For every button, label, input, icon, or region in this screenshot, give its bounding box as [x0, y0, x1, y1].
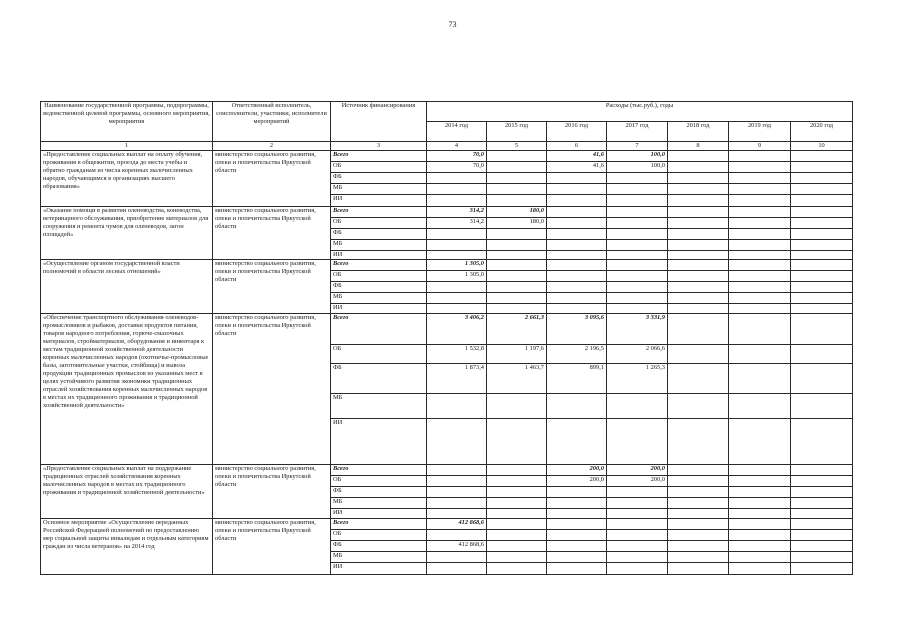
expense-value: [607, 541, 668, 552]
funding-source: ФБ: [331, 541, 427, 552]
expense-value: 2 661,3: [487, 314, 547, 345]
expense-value: [729, 419, 791, 465]
header-expenses: Расходы (тыс.руб.), годы: [427, 102, 853, 122]
expense-value: [547, 282, 607, 293]
expense-value: [547, 260, 607, 271]
expense-value: [547, 271, 607, 282]
expense-value: [607, 498, 668, 509]
expense-value: [487, 184, 547, 195]
expense-value: 899,1: [547, 364, 607, 394]
column-number: 2: [213, 142, 331, 151]
expense-value: [427, 282, 487, 293]
expense-value: [547, 509, 607, 519]
program-name: «Осуществление органом государственной власти полномочий в области лесных отношений»: [41, 260, 213, 314]
header-year: 2019 год: [729, 122, 791, 142]
expense-value: [791, 162, 853, 173]
expense-value: [729, 151, 791, 162]
expense-value: [729, 530, 791, 541]
expense-value: [487, 293, 547, 304]
expense-value: [668, 207, 729, 218]
expense-value: [668, 476, 729, 487]
expense-value: [729, 260, 791, 271]
executor-name: министерство социального развития, опеки и попечительства Иркутской области: [213, 519, 331, 575]
program-name: Основное мероприятие «Осуществление переданных Российской Федерацией полномочий по предоставлению мер социальной защиты инвалидам и отдельным категориям граждан из числа ветеранов» на 2014 год: [41, 519, 213, 575]
expense-value: [427, 195, 487, 207]
expense-value: [487, 173, 547, 184]
header-year: 2018 год: [668, 122, 729, 142]
expense-value: [729, 251, 791, 260]
expense-value: [607, 218, 668, 229]
expense-value: 2 066,6: [607, 345, 668, 364]
expense-value: [668, 394, 729, 419]
expense-value: [427, 173, 487, 184]
expense-value: [668, 282, 729, 293]
funding-source: Всего: [331, 151, 427, 162]
funding-source: Всего: [331, 519, 427, 530]
expense-value: [668, 509, 729, 519]
expense-value: [668, 184, 729, 195]
expense-value: [729, 195, 791, 207]
expense-value: [487, 240, 547, 251]
expense-value: [729, 563, 791, 575]
expense-value: [427, 476, 487, 487]
expense-value: [791, 364, 853, 394]
expense-value: [547, 251, 607, 260]
expense-value: [729, 229, 791, 240]
funding-source: ИИ: [331, 509, 427, 519]
expense-value: [791, 251, 853, 260]
expense-value: [607, 229, 668, 240]
expense-value: [607, 530, 668, 541]
table-row: [41, 314, 853, 345]
expense-value: [668, 563, 729, 575]
expense-value: [791, 260, 853, 271]
program-name: «Предоставление социальных выплат на оплату обучения, проживания в общежитии, проезда до места учебы и обратно гражданам из числа коренных малочисленных народов, обучающимся в организациях высшего образования»: [41, 151, 213, 207]
header-year: 2020 год: [791, 122, 853, 142]
expense-value: [547, 240, 607, 251]
expense-value: [791, 552, 853, 563]
expense-value: [427, 498, 487, 509]
expense-value: 70,0: [427, 162, 487, 173]
expense-value: [791, 240, 853, 251]
expense-value: [607, 240, 668, 251]
expense-value: [547, 293, 607, 304]
funding-source: МБ: [331, 394, 427, 419]
column-number: 9: [729, 142, 791, 151]
expense-value: [547, 218, 607, 229]
expense-value: [547, 541, 607, 552]
expense-value: [427, 293, 487, 304]
expense-value: [668, 345, 729, 364]
expense-value: [547, 530, 607, 541]
expense-value: [547, 229, 607, 240]
expense-value: [668, 530, 729, 541]
expense-value: [547, 552, 607, 563]
expense-value: [607, 282, 668, 293]
executor-name: министерство социального развития, опеки и попечительства Иркутской области: [213, 314, 331, 465]
expense-value: [791, 207, 853, 218]
expense-value: [791, 282, 853, 293]
funding-source: МБ: [331, 184, 427, 195]
expense-value: [668, 260, 729, 271]
executor-name: министерство социального развития, опеки и попечительства Иркутской области: [213, 260, 331, 314]
funding-source: ОБ: [331, 345, 427, 364]
expense-value: [427, 394, 487, 419]
header-year: 2014 год: [427, 122, 487, 142]
column-number: 6: [547, 142, 607, 151]
expense-value: [791, 314, 853, 345]
column-number: 1: [41, 142, 213, 151]
expense-value: 3 095,6: [547, 314, 607, 345]
expense-value: [668, 304, 729, 314]
expense-value: 314,2: [427, 218, 487, 229]
expense-value: [729, 476, 791, 487]
expense-value: [729, 487, 791, 498]
table-row: [41, 260, 853, 271]
expense-value: [791, 304, 853, 314]
expense-value: [607, 304, 668, 314]
expense-value: [487, 162, 547, 173]
expense-value: [487, 229, 547, 240]
header-source: Источник финансирования: [331, 102, 427, 142]
column-number: 4: [427, 142, 487, 151]
expense-value: [607, 394, 668, 419]
expense-value: 1 265,3: [607, 364, 668, 394]
expense-value: [607, 207, 668, 218]
expense-value: [487, 498, 547, 509]
expense-value: [487, 487, 547, 498]
expense-value: 180,0: [487, 207, 547, 218]
executor-name: министерство социального развития, опеки и попечительства Иркутской области: [213, 465, 331, 519]
funding-source: ИИ: [331, 251, 427, 260]
expense-value: [791, 419, 853, 465]
expense-value: [791, 293, 853, 304]
expense-value: [487, 476, 547, 487]
expense-value: [791, 519, 853, 530]
expense-value: 1 463,7: [487, 364, 547, 394]
expense-value: [487, 282, 547, 293]
expense-value: [547, 563, 607, 575]
expense-value: 100,0: [607, 151, 668, 162]
expense-value: 200,0: [547, 465, 607, 476]
expense-value: [547, 304, 607, 314]
expense-value: [547, 487, 607, 498]
funding-source: ОБ: [331, 218, 427, 229]
expense-value: [729, 552, 791, 563]
header-year: 2015 год: [487, 122, 547, 142]
table-row: [41, 151, 853, 162]
expense-value: [729, 293, 791, 304]
expense-value: [791, 151, 853, 162]
expense-value: [547, 394, 607, 419]
expense-value: [729, 304, 791, 314]
expense-value: 200,0: [607, 465, 668, 476]
expense-value: 70,0: [427, 151, 487, 162]
expense-value: 2 196,5: [547, 345, 607, 364]
expense-value: [427, 465, 487, 476]
expense-value: [791, 530, 853, 541]
expense-value: 3 406,2: [427, 314, 487, 345]
expense-value: [668, 229, 729, 240]
expense-value: [729, 271, 791, 282]
expense-value: [729, 173, 791, 184]
table-row: [41, 465, 853, 476]
expense-value: 180,0: [487, 218, 547, 229]
expense-value: 1 305,0: [427, 260, 487, 271]
expense-value: [729, 207, 791, 218]
page-number: 73: [448, 20, 457, 29]
expense-value: 412 868,6: [427, 541, 487, 552]
expense-value: [607, 552, 668, 563]
expense-value: [791, 184, 853, 195]
expense-value: [547, 419, 607, 465]
expense-value: [668, 314, 729, 345]
expense-value: [607, 419, 668, 465]
expense-value: [487, 195, 547, 207]
expense-value: [791, 541, 853, 552]
expense-value: [729, 519, 791, 530]
expense-value: [607, 195, 668, 207]
funding-source: ОБ: [331, 476, 427, 487]
table-body: [41, 102, 853, 575]
expense-value: [487, 394, 547, 419]
expense-value: 100,0: [607, 162, 668, 173]
table-row: [41, 207, 853, 218]
expense-value: [729, 282, 791, 293]
expense-value: [607, 519, 668, 530]
expense-value: [547, 184, 607, 195]
expense-value: [547, 195, 607, 207]
expense-value: [487, 465, 547, 476]
header-year: 2016 год: [547, 122, 607, 142]
expense-value: [668, 293, 729, 304]
expense-value: [487, 419, 547, 465]
expense-value: [547, 498, 607, 509]
funding-source: ОБ: [331, 162, 427, 173]
expense-value: [547, 519, 607, 530]
funding-source: МБ: [331, 240, 427, 251]
funding-source: Всего: [331, 207, 427, 218]
expense-value: [547, 173, 607, 184]
expense-value: [427, 304, 487, 314]
expense-value: [729, 314, 791, 345]
expense-value: [729, 345, 791, 364]
expense-value: 200,0: [607, 476, 668, 487]
header-executor: Ответственный исполнитель, соисполнители, участники, исполнители мероприятий: [213, 102, 331, 142]
expense-value: [791, 218, 853, 229]
expense-value: [487, 519, 547, 530]
expense-value: [427, 552, 487, 563]
expense-value: [607, 251, 668, 260]
funding-source: ОБ: [331, 530, 427, 541]
expense-value: [487, 304, 547, 314]
column-number: 3: [331, 142, 427, 151]
expense-value: [791, 229, 853, 240]
funding-source: ФБ: [331, 364, 427, 394]
header-year: 2017 год: [607, 122, 668, 142]
expense-value: [729, 541, 791, 552]
expense-value: [668, 364, 729, 394]
expense-value: [487, 530, 547, 541]
expense-value: [791, 345, 853, 364]
funding-source: Всего: [331, 260, 427, 271]
expense-value: [668, 552, 729, 563]
expense-value: [607, 173, 668, 184]
expense-value: [668, 218, 729, 229]
funding-source: ФБ: [331, 282, 427, 293]
expense-value: [729, 218, 791, 229]
expense-value: [791, 394, 853, 419]
expense-value: [668, 541, 729, 552]
expense-value: [427, 251, 487, 260]
expense-value: [607, 260, 668, 271]
expense-value: [427, 509, 487, 519]
expense-value: [791, 195, 853, 207]
expense-value: [607, 509, 668, 519]
funding-source: ИИ: [331, 563, 427, 575]
funding-source: ИИ: [331, 419, 427, 465]
expense-value: 1 873,4: [427, 364, 487, 394]
program-name: «Обеспечение транспортного обслуживания оленеводов-промысловиков и рыбаков, доставки продуктов питания, товаров народного потребления, горюче-смазочных материалов, стройматериалов, оборудования и инвентаря к местам традиционной хозяйственной деятельности коренных малочисленных народов (охотничье-промысловые базы, заготовительные участки, стойбища) и вывоза продукции традиционных промыслов из указанных мест в целях устойчивого развития экономики традиционных отраслей хозяйствования коренных малочисленных народов в местах их традиционного проживания и традиционной хозяйственной деятельности»: [41, 314, 213, 465]
funding-source: Всего: [331, 465, 427, 476]
funding-source: ИИ: [331, 304, 427, 314]
expense-value: [668, 419, 729, 465]
expense-value: [427, 563, 487, 575]
expense-value: [607, 487, 668, 498]
expense-value: [487, 271, 547, 282]
column-number: 8: [668, 142, 729, 151]
funding-source: ОБ: [331, 271, 427, 282]
program-name: «Оказание помощи в развитии оленеводства, коневодства, ветеринарного обслуживания, приобретение материалов для сооружения и ремонта чумов для оленеводов, загон площадей»: [41, 207, 213, 260]
program-name: «Предоставление социальных выплат на поддержание традиционных отраслей хозяйствования коренных малочисленных народов в местах их традиционного проживания и традиционной хозяйственной деятельности»: [41, 465, 213, 519]
expense-value: [607, 271, 668, 282]
expense-value: [487, 552, 547, 563]
executor-name: министерство социального развития, опеки и попечительства Иркутской области: [213, 151, 331, 207]
expense-value: [487, 251, 547, 260]
expense-value: [607, 563, 668, 575]
expense-value: [668, 240, 729, 251]
funding-source: МБ: [331, 498, 427, 509]
expense-value: 41,6: [547, 151, 607, 162]
expense-value: [668, 487, 729, 498]
expense-value: [427, 229, 487, 240]
expense-value: [668, 195, 729, 207]
expense-value: [729, 509, 791, 519]
expense-value: [668, 251, 729, 260]
funding-source: Всего: [331, 314, 427, 345]
column-number: 7: [607, 142, 668, 151]
expense-value: [668, 173, 729, 184]
expense-value: [487, 541, 547, 552]
expense-value: [791, 271, 853, 282]
expense-value: [487, 260, 547, 271]
expense-value: [791, 173, 853, 184]
executor-name: министерство социального развития, опеки и попечительства Иркутской области: [213, 207, 331, 260]
expense-value: [427, 184, 487, 195]
column-number: 5: [487, 142, 547, 151]
expense-value: [729, 364, 791, 394]
expense-value: [547, 207, 607, 218]
funding-source: ФБ: [331, 487, 427, 498]
funding-source: ФБ: [331, 229, 427, 240]
expense-value: 3 331,9: [607, 314, 668, 345]
expense-value: 1 532,8: [427, 345, 487, 364]
expense-value: [668, 519, 729, 530]
funding-source: ФБ: [331, 173, 427, 184]
expense-value: [729, 162, 791, 173]
expense-value: [487, 509, 547, 519]
expense-value: [791, 498, 853, 509]
expense-value: [729, 498, 791, 509]
expense-value: [668, 465, 729, 476]
expense-value: 200,0: [547, 476, 607, 487]
expense-value: [607, 184, 668, 195]
expense-value: [791, 563, 853, 575]
expense-value: [668, 498, 729, 509]
expense-value: 41,6: [547, 162, 607, 173]
expense-value: [668, 271, 729, 282]
expense-value: [668, 151, 729, 162]
expense-value: [729, 394, 791, 419]
expense-value: [791, 487, 853, 498]
funding-source: ИИ: [331, 195, 427, 207]
expense-value: [729, 184, 791, 195]
expense-value: [487, 563, 547, 575]
expense-value: 314,2: [427, 207, 487, 218]
expense-value: 412 868,6: [427, 519, 487, 530]
header-program: Наименование государственной программы, подпрограммы, ведомственной целевой программы, основного мероприятия, мероприятия: [41, 102, 213, 142]
expense-value: [729, 465, 791, 476]
funding-source: МБ: [331, 552, 427, 563]
funding-source: МБ: [331, 293, 427, 304]
expense-value: 1 305,0: [427, 271, 487, 282]
table-row: [41, 519, 853, 530]
column-number: 10: [791, 142, 853, 151]
expense-value: [791, 465, 853, 476]
expense-value: [607, 293, 668, 304]
expense-value: 1 197,6: [487, 345, 547, 364]
budget-table: [40, 101, 853, 575]
expense-value: [791, 476, 853, 487]
expense-value: [427, 530, 487, 541]
expense-value: [427, 419, 487, 465]
expense-value: [668, 162, 729, 173]
expense-value: [487, 151, 547, 162]
expense-value: [427, 487, 487, 498]
expense-value: [427, 240, 487, 251]
expense-value: [791, 509, 853, 519]
expense-value: [729, 240, 791, 251]
